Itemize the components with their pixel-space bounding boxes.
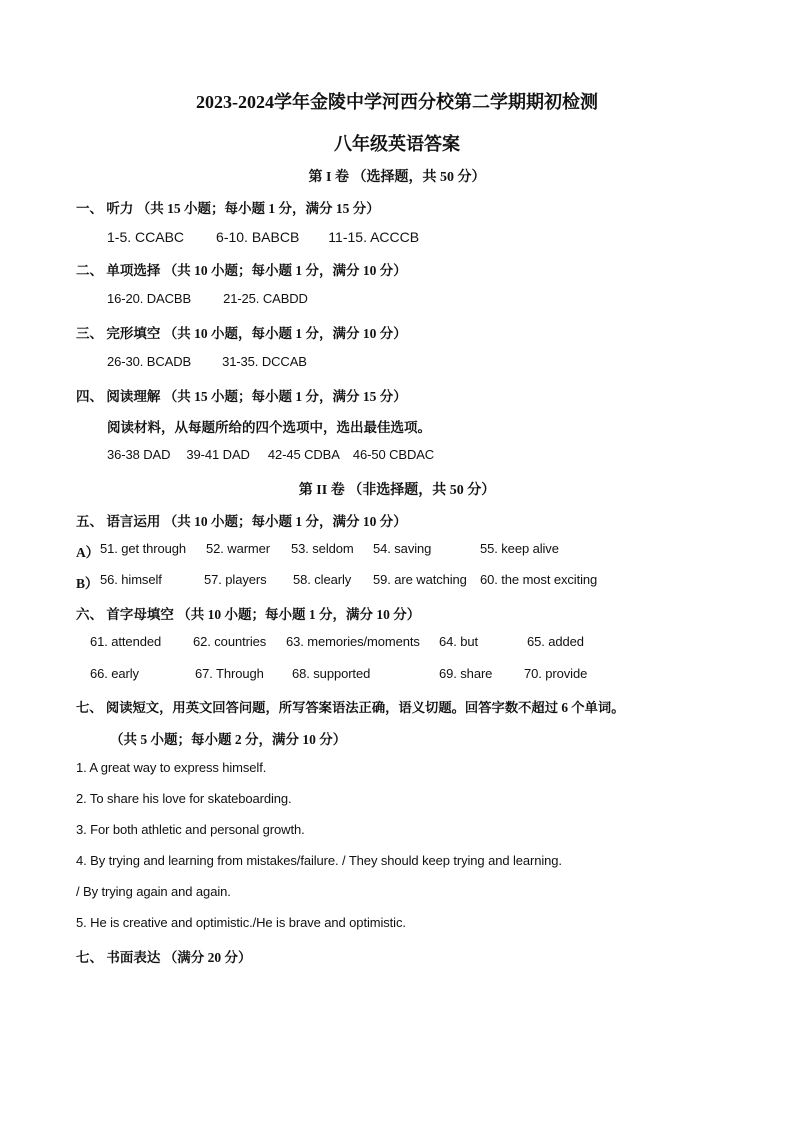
answer-64: 64. but: [439, 634, 479, 649]
reading-answer-group: 39-41 DAD: [186, 447, 250, 462]
part-two-title: 第 II 卷 （非选择题，共 50 分）: [298, 483, 496, 498]
answer-56: 56. himself: [100, 572, 162, 587]
listening-answer-group: 11-15. ACCCB: [328, 229, 420, 245]
writing-heading: 七、 书面表达 （满分 20 分）: [76, 950, 252, 965]
short-answer-subheading: （共 5 小题；每小题 2 分，满分 10 分）: [110, 732, 347, 747]
single-choice-answer-group: 21-25. CABDD: [223, 291, 308, 306]
answer-62: 62. countries: [193, 634, 267, 649]
row-a-label: A）: [76, 545, 100, 560]
listening-answers: [107, 229, 419, 245]
short-answer-3: 3. For both athletic and personal growth.: [76, 822, 305, 837]
answer-61: 61. attended: [90, 634, 162, 649]
reading-answer-group: 36-38 DAD: [107, 447, 171, 462]
cloze-heading: 三、 完形填空 （共 10 小题，每小题 1 分，满分 10 分）: [76, 326, 407, 341]
answer-54: 54. saving: [373, 541, 432, 556]
answer-70: 70. provide: [524, 666, 588, 681]
answer-53: 53. seldom: [291, 541, 354, 556]
listening-answer-group: 6-10. BABCB: [216, 229, 300, 245]
cloze-answer-group: 31-35. DCCAB: [222, 354, 307, 369]
first-letter-heading: 六、 首字母填空 （共 10 小题；每小题 1 分，满分 10 分）: [76, 607, 421, 622]
answer-69: 69. share: [439, 666, 493, 681]
answer-59: 59. are watching: [373, 572, 467, 587]
answer-63: 63. memories/moments: [286, 634, 420, 649]
document-title: 2023-2024学年金陵中学河西分校第二学期期初检测: [196, 92, 598, 112]
short-answer-heading: 七、 阅读短文，用英文回答问题，所写答案语法正确，语义切题。回答字数不超过 6 个单词。: [76, 700, 625, 715]
answer-57: 57. players: [204, 572, 267, 587]
answer-68: 68. supported: [292, 666, 371, 681]
language-use-heading: 五、 语言运用 （共 10 小题；每小题 1 分，满分 10 分）: [76, 514, 407, 529]
short-answer-1: 1. A great way to express himself.: [76, 760, 267, 775]
single-choice-heading: 二、 单项选择 （共 10 小题；每小题 1 分，满分 10 分）: [76, 263, 407, 278]
short-answer-2: 2. To share his love for skateboarding.: [76, 791, 292, 806]
cloze-answers: [107, 354, 307, 369]
answer-60: 60. the most exciting: [480, 572, 598, 587]
single-choice-answers: [107, 291, 308, 306]
cloze-answer-group: 26-30. BCADB: [107, 354, 192, 369]
answer-65: 65. added: [527, 634, 584, 649]
reading-answers: [107, 447, 434, 462]
answer-52: 52. warmer: [206, 541, 271, 556]
answer-51: 51. get through: [100, 541, 186, 556]
listening-answer-group: 1-5. CCABC: [107, 229, 185, 245]
short-answer-4: 4. By trying and learning from mistakes/failure. / They should keep trying and learning.: [76, 853, 562, 868]
answer-66: 66. early: [90, 666, 139, 681]
reading-instruction: 阅读材料，从每题所给的四个选项中，选出最佳选项。: [107, 420, 431, 435]
reading-answer-group: 46-50 CBDAC: [352, 447, 435, 462]
row-b-label: B）: [76, 576, 99, 591]
listening-heading: 一、 听力 （共 15 小题；每小题 1 分，满分 15 分）: [76, 201, 380, 216]
reading-heading: 四、 阅读理解 （共 15 小题；每小题 1 分，满分 15 分）: [76, 389, 407, 404]
document-subtitle: 八年级英语答案: [334, 134, 460, 154]
answer-67: 67. Through: [195, 666, 264, 681]
single-choice-answer-group: 16-20. DACBB: [107, 291, 192, 306]
reading-answer-group: 42-45 CDBA: [267, 447, 340, 462]
short-answer-5: 5. He is creative and optimistic./He is brave and optimistic.: [76, 915, 406, 930]
short-answer-4-continued: / By trying again and again.: [76, 884, 231, 899]
part-one-title: 第 I 卷 （选择题，共 50 分）: [308, 170, 486, 185]
answer-55: 55. keep alive: [480, 541, 559, 556]
answer-58: 58. clearly: [293, 572, 352, 587]
